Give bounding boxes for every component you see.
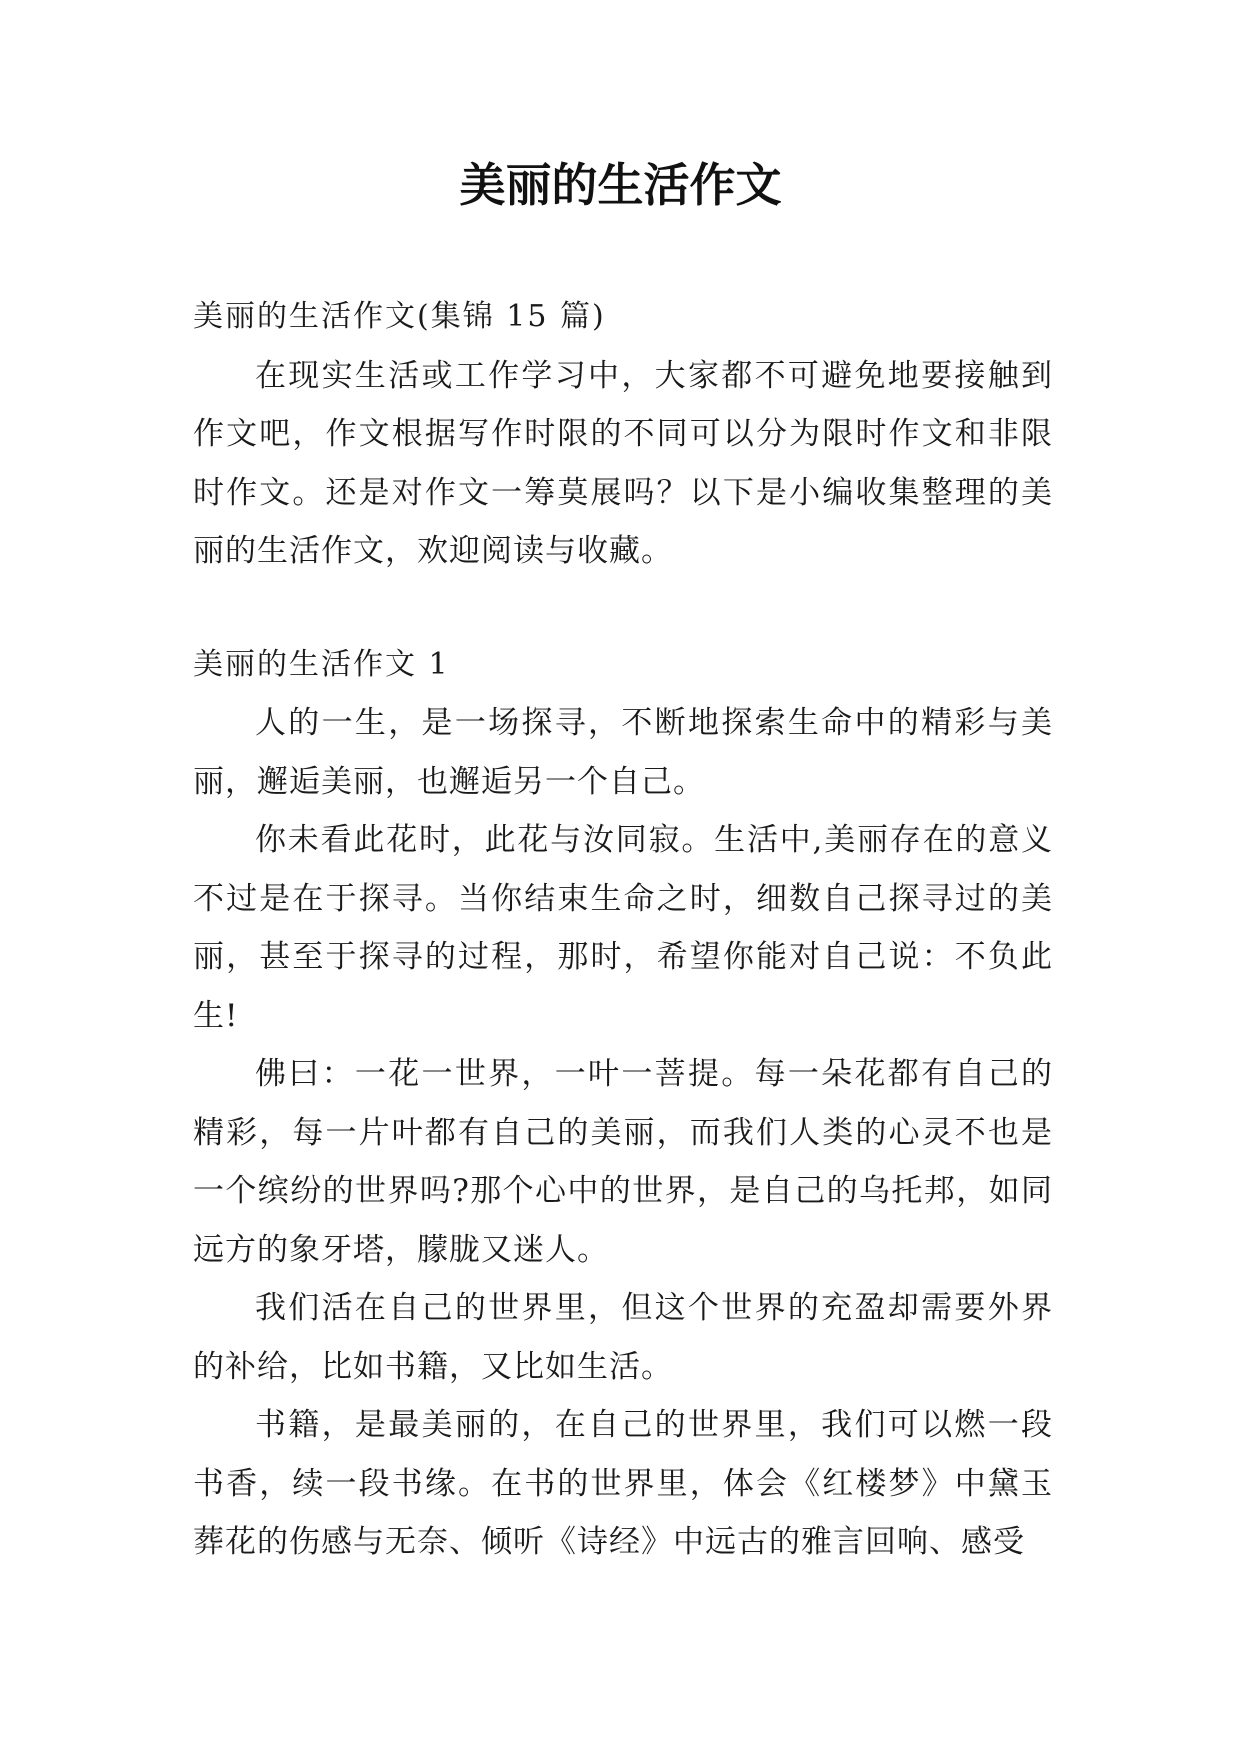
document-title: 美丽的生活作文 <box>459 158 782 212</box>
body-paragraph: 我们活在自己的世界里，但这个世界的充盈却需要外界的补给，比如书籍，又比如生活。 <box>193 1290 1053 1385</box>
document-subtitle: 美丽的生活作文(集锦 15 篇) <box>193 299 606 334</box>
body-paragraph: 你未看此花时，此花与汝同寂。生活中,美丽存在的意义不过是在于探寻。当你结束生命之时，细数自己探寻过的美丽，甚至于探寻的过程，那时，希望你能对自己说：不负此生! <box>193 822 1053 1034</box>
body-paragraph: 佛曰：一花一世界，一叶一菩提。每一朵花都有自己的精彩，每一片叶都有自己的美丽，而我们人类的心灵不也是一个缤纷的世界吗?那个心中的世界，是自己的乌托邦，如同远方的象牙塔，朦胧又迷人。 <box>193 1056 1053 1268</box>
document-body <box>193 288 1053 1572</box>
section-spacer <box>193 581 1053 636</box>
body-paragraph: 人的一生，是一场探寻，不断地探索生命中的精彩与美丽，邂逅美丽，也邂逅另一个自己。 <box>193 705 1053 800</box>
intro-paragraph: 在现实生活或工作学习中，大家都不可避免地要接触到作文吧，作文根据写作时限的不同可以分为限时作文和非限时作文。还是对作文一筹莫展吗？以下是小编收集整理的美丽的生活作文，欢迎阅读与收藏。 <box>193 357 1053 569</box>
section-heading: 美丽的生活作文 1 <box>193 646 450 682</box>
body-paragraph: 书籍，是最美丽的，在自己的世界里，我们可以燃一段书香，续一段书缘。在书的世界里，体会《红楼梦》中黛玉葬花的伤感与无奈、倾听《诗经》中远古的雅言回响、感受 <box>193 1407 1053 1560</box>
